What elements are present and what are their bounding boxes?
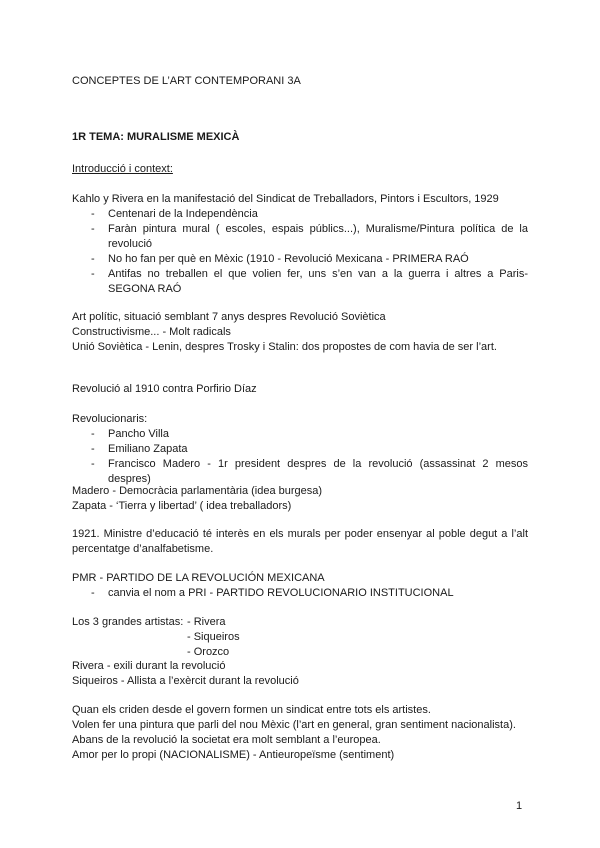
politics-line: Unió Soviètica - Lenin, despres Trosky i Stalin: dos propostes de com havia de ser l’art. bbox=[72, 341, 497, 353]
pmr-line: PMR - PARTIDO DE LA REVOLUCIÓN MEXICANA bbox=[72, 572, 325, 584]
intro-heading: Introducció i context: bbox=[72, 163, 173, 175]
artist-note: Siqueiros - Allista a l’exèrcit durant la revolució bbox=[72, 675, 299, 687]
bullet-dash: - bbox=[91, 443, 95, 455]
closing-line: Quan els criden desde el govern formen un sindicat entre tots els artistes. bbox=[72, 704, 431, 716]
document-title: CONCEPTES DE L’ART CONTEMPORANI 3A bbox=[72, 75, 301, 87]
revolutionary-item: Emiliano Zapata bbox=[108, 443, 188, 455]
bullet-dash: - bbox=[91, 268, 95, 280]
intro-line: Kahlo y Rivera en la manifestació del Sindicat de Treballadors, Pintors i Escultors, 1929 bbox=[72, 193, 499, 205]
bullet-dash: - bbox=[91, 253, 95, 265]
closing-line: Volen fer una pintura que parli del nou Mèxic (l’art en general, gran sentiment nacionalista). bbox=[72, 719, 516, 731]
intro-bullet: No ho fan per què en Mèxic (1910 - Revolució Mexicana - PRIMERA RAÓ bbox=[108, 253, 469, 265]
pmr-bullet: canvia el nom a PRI - PARTIDO REVOLUCIONARIO INSTITUCIONAL bbox=[108, 587, 454, 599]
artist-orozco: - Orozco bbox=[187, 646, 230, 658]
closing-line: Abans de la revolució la societat era molt semblant a l’europea. bbox=[72, 734, 381, 746]
artist-siqueiros: - Siqueiros bbox=[187, 631, 240, 643]
bullet-dash: - bbox=[91, 458, 95, 470]
intro-bullet: Faràn pintura mural ( escoles, espais públics...), Muralisme/Pintura política de la revolució bbox=[108, 223, 528, 250]
artist-rivera: - Rivera bbox=[187, 616, 226, 628]
bullet-dash: - bbox=[91, 428, 95, 440]
politics-line: Art polític, situació semblant 7 anys despres Revolució Soviètica bbox=[72, 311, 386, 323]
page-number: 1 bbox=[516, 800, 523, 812]
artist-note: Rivera - exili durant la revolució bbox=[72, 660, 226, 672]
intro-bullet: Centenari de la Independència bbox=[108, 208, 258, 220]
artists-label: Los 3 grandes artistas: bbox=[72, 616, 184, 628]
bullet-dash: - bbox=[91, 223, 95, 235]
revolutionary-item: Francisco Madero - 1r president despres de la revolució (assassinat 2 mesos despres) bbox=[108, 458, 528, 485]
ministry-paragraph: 1921. Ministre d’educació té interès en els murals per poder ensenyar al poble degut a l’alt percentatge d’analfabetisme. bbox=[72, 528, 528, 555]
revolution-line: Revolució al 1910 contra Porfirio Díaz bbox=[72, 383, 257, 395]
politics-line: Constructivisme... - Molt radicals bbox=[72, 326, 231, 338]
intro-bullet: Antifas no treballen el que volien fer, uns s’en van a la guerra i altres a Paris- SEGONA RAÓ bbox=[108, 268, 528, 295]
closing-line: Amor per lo propi (NACIONALISME) - Antieuropeïsme (sentiment) bbox=[72, 749, 395, 761]
bullet-dash: - bbox=[91, 587, 95, 599]
revolutionary-item: Pancho Villa bbox=[108, 428, 169, 440]
revolutionaries-heading: Revolucionaris: bbox=[72, 413, 148, 425]
revolutionaries-note: Zapata - ‘Tierra y libertad’ ( idea treballadors) bbox=[72, 500, 292, 512]
revolutionaries-note: Madero - Democràcia parlamentària (idea burgesa) bbox=[72, 485, 323, 497]
bullet-dash: - bbox=[91, 208, 95, 220]
topic-heading: 1R TEMA: MURALISME MEXICÀ bbox=[72, 131, 240, 143]
